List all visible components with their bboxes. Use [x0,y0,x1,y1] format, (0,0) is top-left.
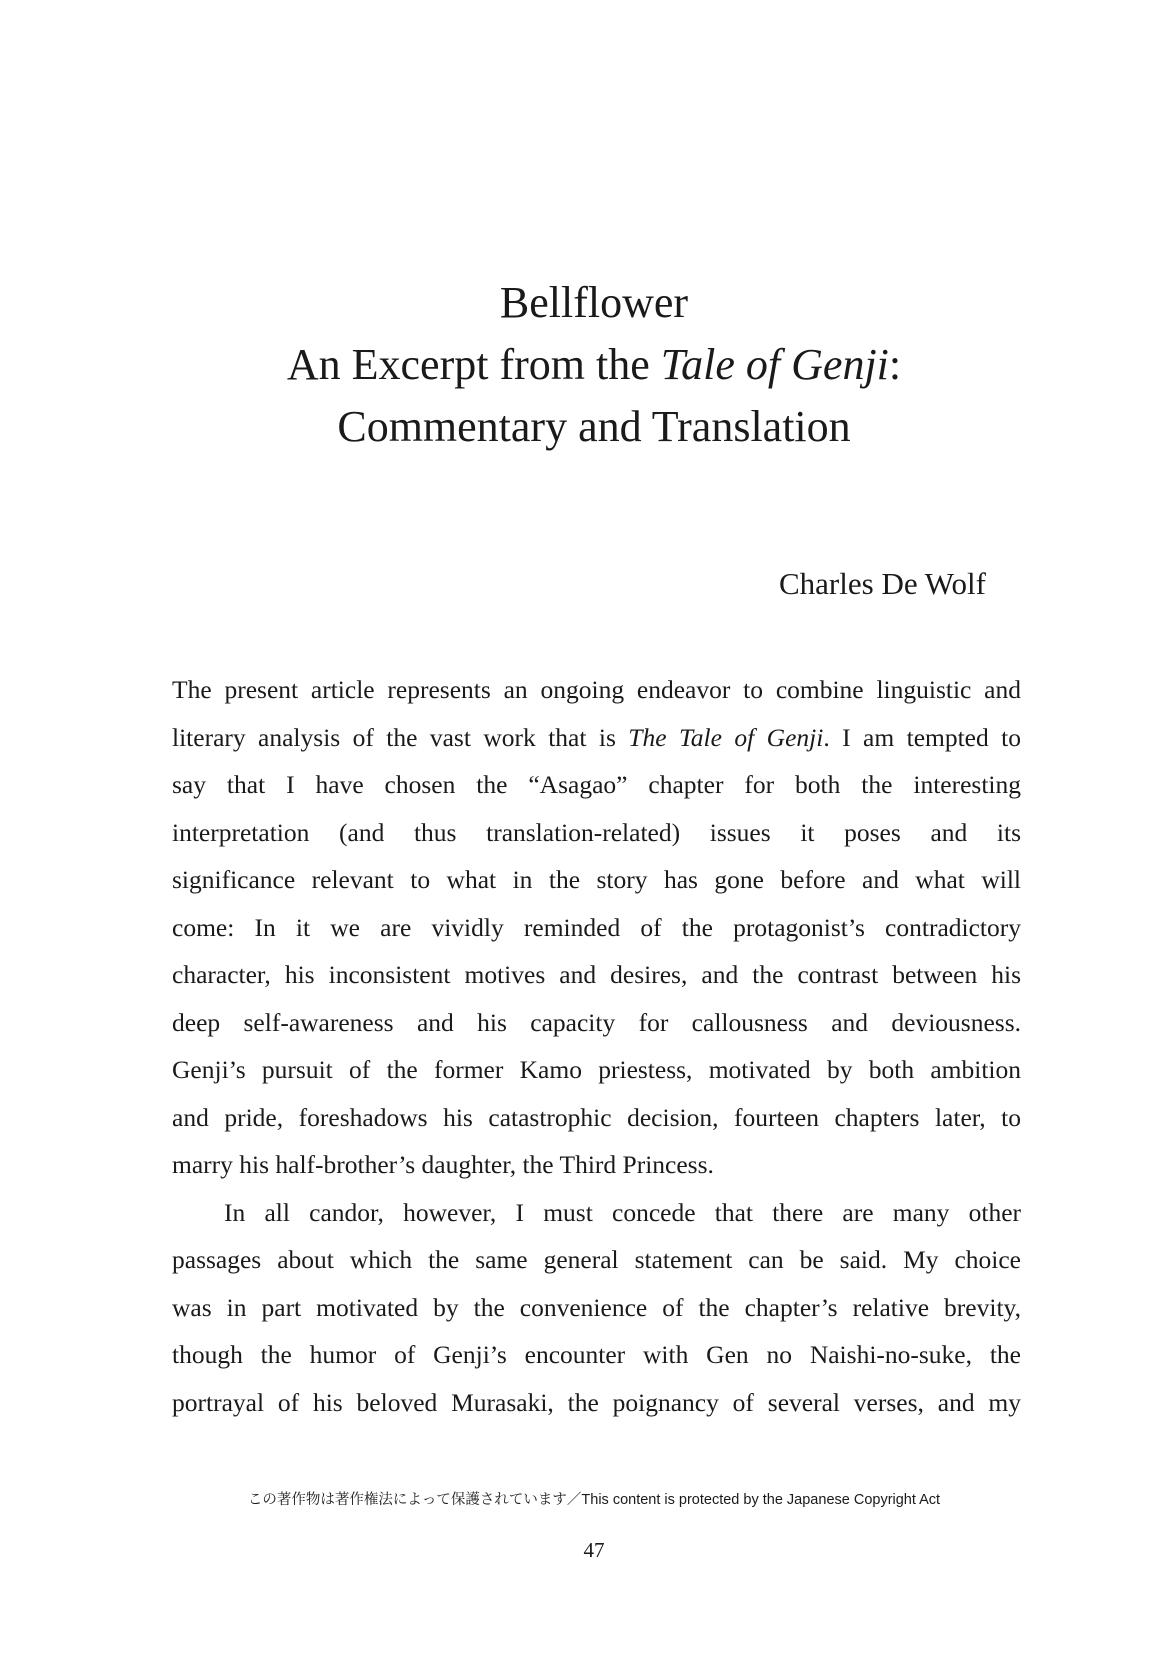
text-line [172,856,1021,904]
text-segment: portrayal of his beloved Murasaki, the poignancy of several verses, and my [172,1387,1021,1417]
text-segment: deep self-awareness and his capacity for callousness and deviousness. [172,1007,1021,1037]
text-line [172,999,1021,1047]
title-line-3: Commentary and Translation [337,402,851,451]
text-segment: though the humor of Genji’s encounter with Gen no Naishi-no-suke, the [172,1340,1021,1369]
text-segment: literary analysis of the vast work that is [172,722,629,752]
text-segment: The present article represents an ongoing endeavor to combine linguistic and [172,675,1021,704]
text-line [172,714,1021,762]
title-line-2 [0,334,1166,396]
text-line [172,1094,1021,1142]
text-segment: and pride, foreshadows his catastrophic decision, fourteen chapters later, to [172,1102,1021,1132]
text-line [172,1189,1021,1237]
article-body [172,666,1021,1426]
text-line [172,1331,1021,1379]
title-line-1: Bellflower [499,278,689,327]
paragraph [172,666,1021,1189]
text-line [172,951,1021,999]
text-line [172,1236,1021,1284]
text-line [172,809,1021,857]
page-number: 47 [583,1538,605,1562]
text-line [172,761,1021,809]
text-line [172,1379,1021,1427]
text-line [172,1141,1021,1189]
text-segment: marry his half-brother’s daughter, the Third Princess. [172,1150,714,1179]
text-line [172,1284,1021,1332]
title-text: : [888,340,902,389]
text-segment: come: In it we are vividly reminded of the protagonist’s contradictory [172,912,1021,942]
author-name: Charles De Wolf [779,566,986,601]
text-segment: character, his inconsistent motives and desires, and the contrast between his [172,960,1021,989]
text-line [172,1046,1021,1094]
paragraph [172,1189,1021,1427]
text-line [172,904,1021,952]
text-segment: significance relevant to what in the story has gone before and what will [172,865,1021,894]
text-segment: . I am tempted to [823,722,1021,752]
text-segment: was in part motivated by the convenience of the chapter’s relative brevity, [172,1292,1021,1322]
text-line [172,666,1021,714]
article-title [0,272,1166,458]
italic-title: The Tale of Genji [628,722,824,752]
title-italic: Tale of Genji [660,340,889,389]
title-text: An Excerpt from the [286,340,661,389]
text-segment: say that I have chosen the “Asagao” chapter for both the interesting [172,770,1021,799]
text-segment: interpretation (and thus translation-related) issues it poses and its [172,817,1021,847]
text-segment: Genji’s pursuit of the former Kamo priestess, motivated by both ambition [172,1055,1021,1084]
text-segment: passages about which the same general statement can be said. My choice [172,1245,1021,1274]
text-segment: In all candor, however, I must concede that there are many other [224,1197,1021,1227]
copyright-notice: この著作物は著作権法によって保護されています／This content is protected by the Japanese Copyright Act [247,1492,941,1508]
